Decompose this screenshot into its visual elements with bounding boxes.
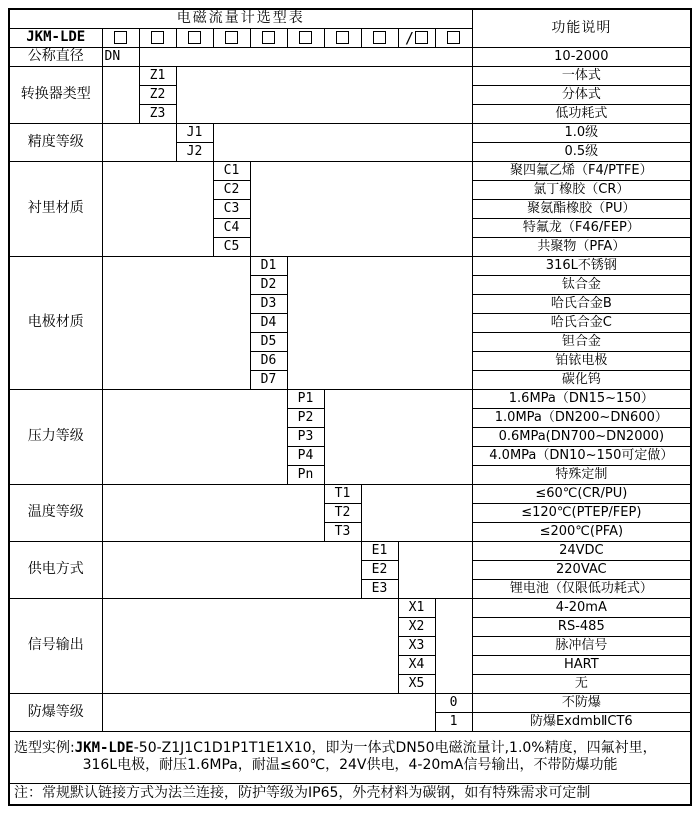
- category-label-temperature: 温度等级: [9, 484, 102, 541]
- description-cell: 脉冲信号: [472, 636, 691, 655]
- example-prefix: 选型实例:: [14, 740, 75, 757]
- footnote: 注：常规默认链接方式为法兰连接，防护等级为IP65，外壳材料为碳钢，如有特殊需求可定制: [9, 783, 691, 805]
- spacer-cell: [250, 161, 472, 256]
- description-cell: 0.5级: [472, 142, 691, 161]
- spacer-cell: [139, 47, 472, 66]
- code-cell: Z2: [139, 85, 176, 104]
- spacer-cell: [398, 541, 472, 598]
- category-label-dn: 公称直径: [9, 47, 102, 66]
- code-cell: P3: [287, 427, 324, 446]
- description-cell: 防爆ExdmbⅡCT6: [472, 712, 691, 731]
- description-cell: 碳化钨: [472, 370, 691, 389]
- code-cell: X5: [398, 674, 435, 693]
- description-cell: 铂铱电极: [472, 351, 691, 370]
- category-label-pressure: 压力等级: [9, 389, 102, 484]
- code-cell: C1: [213, 161, 250, 180]
- checkbox-icon: [447, 31, 460, 44]
- code-cell: J1: [176, 123, 213, 142]
- description-cell: 特氟龙（F46/FEP）: [472, 218, 691, 237]
- checkbox-icon: [336, 31, 349, 44]
- category-label-accuracy: 精度等级: [9, 123, 102, 161]
- model-checkbox-cell-9: [398, 28, 435, 47]
- code-cell: 1: [435, 712, 472, 731]
- category-label-power-supply: 供电方式: [9, 541, 102, 598]
- model-checkbox-cell-3: [176, 28, 213, 47]
- code-cell: Z3: [139, 104, 176, 123]
- description-cell: ≤60℃(CR/PU): [472, 484, 691, 503]
- code-cell: X1: [398, 598, 435, 617]
- code-cell: 0: [435, 693, 472, 712]
- description-cell: 钛合金: [472, 275, 691, 294]
- model-checkbox-cell-6: [287, 28, 324, 47]
- code-cell: P4: [287, 446, 324, 465]
- code-cell: P1: [287, 389, 324, 408]
- code-cell: Pn: [287, 465, 324, 484]
- code-cell: T2: [324, 503, 361, 522]
- spacer-cell: [102, 389, 287, 484]
- spacer-cell: [102, 161, 213, 256]
- description-cell-dn: 10-2000: [472, 47, 691, 66]
- model-checkbox-cell-1: [102, 28, 139, 47]
- code-cell-dn: DN: [102, 47, 139, 66]
- description-cell: 无: [472, 674, 691, 693]
- code-cell: E3: [361, 579, 398, 598]
- description-cell: 共聚物（PFA）: [472, 237, 691, 256]
- category-label-lining: 衬里材质: [9, 161, 102, 256]
- code-cell: T1: [324, 484, 361, 503]
- spacer-cell: [102, 598, 398, 693]
- code-cell: D5: [250, 332, 287, 351]
- description-cell: 聚四氟乙烯（F4/PTFE）: [472, 161, 691, 180]
- slash-separator: /: [404, 28, 415, 47]
- function-column-header: 功能说明: [472, 9, 691, 47]
- category-label-explosion-proof: 防爆等级: [9, 693, 102, 731]
- description-cell: 一体式: [472, 66, 691, 85]
- code-cell: D1: [250, 256, 287, 275]
- code-cell: C5: [213, 237, 250, 256]
- description-cell: 哈氏合金B: [472, 294, 691, 313]
- spacer-cell: [102, 66, 139, 123]
- code-cell: D6: [250, 351, 287, 370]
- description-cell: 1.0MPa（DN200~DN600）: [472, 408, 691, 427]
- description-cell: ≤120℃(PTEP/FEP): [472, 503, 691, 522]
- checkbox-icon: [299, 31, 312, 44]
- code-cell: D3: [250, 294, 287, 313]
- description-cell: 锂电池（仅限低功耗式）: [472, 579, 691, 598]
- model-checkbox-cell-10: [435, 28, 472, 47]
- code-cell: E2: [361, 560, 398, 579]
- checkbox-icon: [114, 31, 127, 44]
- description-cell: 220VAC: [472, 560, 691, 579]
- description-cell: 4.0MPa（DN10~150可定做）: [472, 446, 691, 465]
- checkbox-icon: [262, 31, 275, 44]
- flowmeter-selection-table: [8, 8, 692, 806]
- checkbox-icon: [188, 31, 201, 44]
- code-cell: E1: [361, 541, 398, 560]
- code-cell: X2: [398, 617, 435, 636]
- spacer-cell: [102, 484, 324, 541]
- spacer-cell: [102, 541, 361, 598]
- model-checkbox-cell-4: [213, 28, 250, 47]
- model-checkbox-cell-5: [250, 28, 287, 47]
- description-cell: HART: [472, 655, 691, 674]
- spacer-cell: [324, 389, 472, 484]
- description-cell: 钽合金: [472, 332, 691, 351]
- spacer-cell: [213, 123, 472, 161]
- table-title: 电磁流量计选型表: [9, 9, 472, 28]
- model-label: JKM-LDE: [9, 28, 102, 47]
- code-cell: P2: [287, 408, 324, 427]
- selection-example: [9, 731, 691, 783]
- description-cell: ≤200℃(PFA): [472, 522, 691, 541]
- checkbox-icon: [225, 31, 238, 44]
- model-checkbox-cell-2: [139, 28, 176, 47]
- code-cell: J2: [176, 142, 213, 161]
- spacer-cell: [102, 693, 435, 731]
- code-cell: C3: [213, 199, 250, 218]
- description-cell: 0.6MPa(DN700~DN2000): [472, 427, 691, 446]
- code-cell: C4: [213, 218, 250, 237]
- description-cell: 316L不锈钢: [472, 256, 691, 275]
- description-cell: 哈氏合金C: [472, 313, 691, 332]
- category-label-electrode: 电极材质: [9, 256, 102, 389]
- code-cell: X4: [398, 655, 435, 674]
- code-cell: D4: [250, 313, 287, 332]
- description-cell: RS-485: [472, 617, 691, 636]
- spacer-cell: [102, 123, 176, 161]
- model-checkbox-cell-7: [324, 28, 361, 47]
- description-cell: 聚氨酯橡胶（PU）: [472, 199, 691, 218]
- description-cell: 分体式: [472, 85, 691, 104]
- checkbox-icon: [415, 31, 428, 44]
- model-checkbox-cell-8: [361, 28, 398, 47]
- checkbox-icon: [373, 31, 386, 44]
- example-model: JKM-LDE: [74, 740, 134, 757]
- category-label-converter-type: 转换器类型: [9, 66, 102, 123]
- description-cell: 4-20mA: [472, 598, 691, 617]
- description-cell: 氯丁橡胶（CR）: [472, 180, 691, 199]
- spacer-cell: [176, 66, 472, 123]
- example-rest: -50-Z1J1C1D1P1T1E1X10，即为一体式DN50电磁流量计,1.0%精度，四氟衬里，: [133, 740, 657, 757]
- code-cell: C2: [213, 180, 250, 199]
- spacer-cell: [361, 484, 472, 541]
- code-cell: D2: [250, 275, 287, 294]
- code-cell: T3: [324, 522, 361, 541]
- description-cell: 不防爆: [472, 693, 691, 712]
- selection-example-line2: 316L电极，耐压1.6MPa，耐温≤60℃，24V供电，4-20mA信号输出，不带防爆功能: [82, 757, 618, 773]
- description-cell: 特殊定制: [472, 465, 691, 484]
- spacer-cell: [102, 256, 250, 389]
- selection-example-line1: [10, 740, 690, 757]
- spacer-cell: [287, 256, 472, 389]
- code-cell: X3: [398, 636, 435, 655]
- description-cell: 1.0级: [472, 123, 691, 142]
- spacer-cell: [435, 598, 472, 693]
- checkbox-icon: [151, 31, 164, 44]
- description-cell: 1.6MPa（DN15~150）: [472, 389, 691, 408]
- description-cell: 低功耗式: [472, 104, 691, 123]
- description-cell: 24VDC: [472, 541, 691, 560]
- code-cell: Z1: [139, 66, 176, 85]
- category-label-signal-output: 信号输出: [9, 598, 102, 693]
- code-cell: D7: [250, 370, 287, 389]
